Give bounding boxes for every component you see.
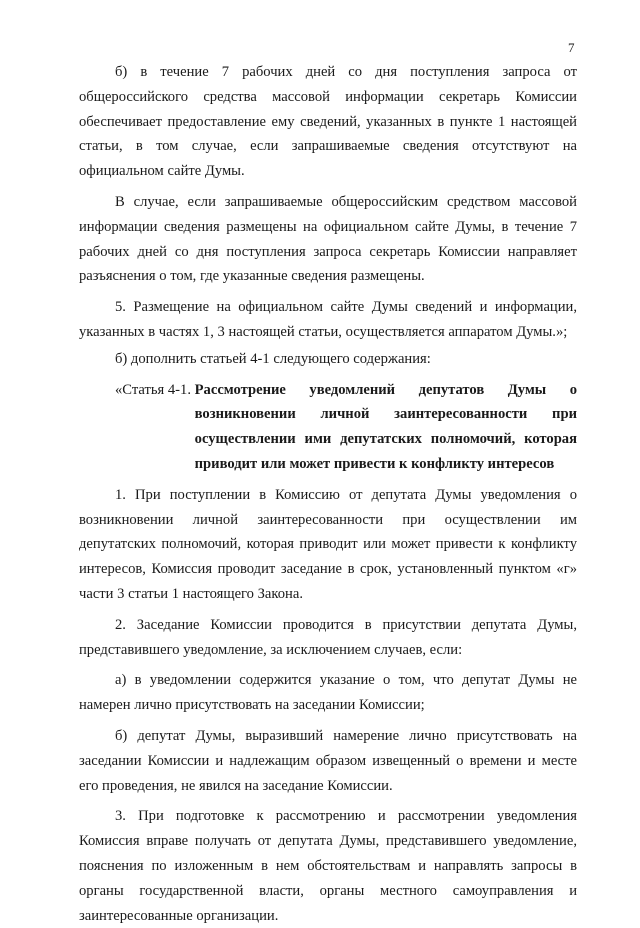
paragraph-b-media-request: б) в течение 7 рабочих дней со дня поступления запроса от общероссийского средства массовой информации секретарь Комиссии обеспечивает предоставление ему сведений, указанных в пункте 1 настоящей статьи, в том случае, если запрашиваемые сведения отсутствуют на официальном сайте Думы. — [79, 64, 577, 180]
paragraph-b-not-appeared: б) депутат Думы, выразивший намерение лично присутствовать на заседании Комиссии и надлежащим образом извещенный о времени и месте его проведения, не явился на заседание Комиссии. — [79, 727, 577, 794]
paragraph-3-preparation: 3. При подготовке к рассмотрению и рассмотрении уведомления Комиссия вправе получать от депутата Думы, представившего уведомление, пояснения по изложенным в нем обстоятельствам и направлять запросы в органы государственной власти, органы местного самоуправления и заинтересованные организации. — [79, 808, 577, 924]
paragraph-a-not-attend: а) в уведомлении содержится указание о том, что депутат Думы не намерен лично присутствовать на заседании Комиссии; — [79, 672, 577, 714]
paragraph-b-add-article: б) дополнить статьей 4-1 следующего содержания: — [115, 350, 431, 367]
article-label: «Статья 4-1. — [115, 381, 195, 398]
article-heading — [79, 378, 577, 477]
article-title: Рассмотрение уведомлений депутатов Думы о возникновении личной заинтересованности при осуществлении ими депутатских полномочий, которая приводит или может привести к конфликту интересов — [194, 381, 577, 472]
paragraph-1-notification: 1. При поступлении в Комиссию от депутата Думы уведомления о возникновении личной заинтересованности при осуществлении им депутатских полномочий, которая приводит или может привести к конфликту интересов, Комиссия проводит заседание в срок, установленный пунктом «г» части 3 статьи 1 настоящего Закона. — [79, 486, 577, 602]
paragraph-published-on-site: В случае, если запрашиваемые общероссийским средством массовой информации сведения размещены на официальном сайте Думы, в течение 7 рабочих дней со дня поступления запроса секретарь Комиссии направляет разъяснения о том, где указанные сведения размещены. — [79, 193, 577, 285]
document-body — [79, 60, 577, 928]
paragraph-2-meeting: 2. Заседание Комиссии проводится в присутствии депутата Думы, представившего уведомление, за исключением случаев, если: — [79, 616, 577, 658]
page-number: 7 — [568, 40, 575, 55]
paragraph-5-publication: 5. Размещение на официальном сайте Думы сведений и информации, указанных в частях 1, 3 настоящей статьи, осуществляется аппаратом Думы.»; — [79, 299, 577, 340]
